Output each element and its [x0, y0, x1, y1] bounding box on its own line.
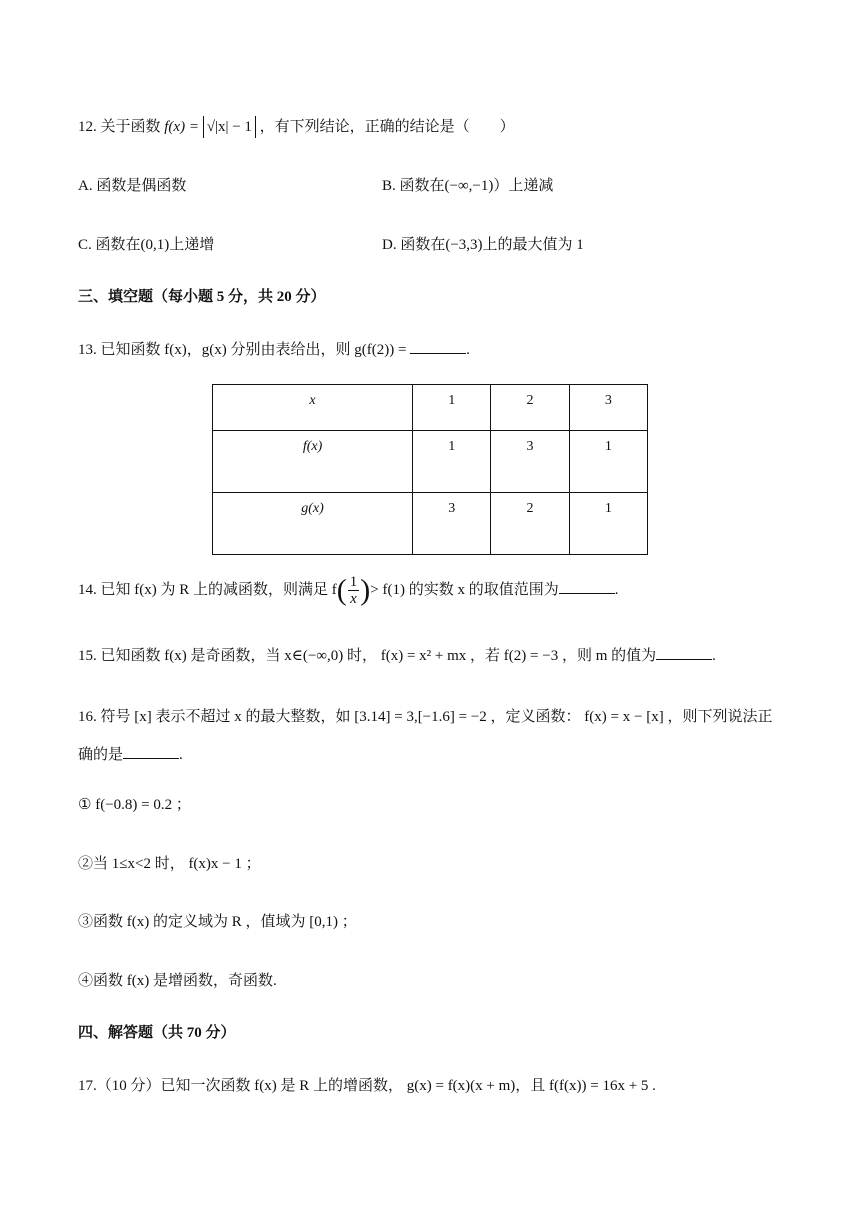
q12-option-b: B. 函数在(−∞,−1)）上递减	[382, 178, 554, 194]
table-row	[213, 493, 648, 555]
table-cell: 3	[569, 385, 647, 431]
table-cell: f(x)	[213, 431, 413, 493]
q15-stem	[78, 645, 716, 667]
q14-post: > f(1) 的实数 x 的取值范围为	[370, 582, 559, 598]
q16-item-4: ④函数 f(x) 是增函数，奇函数.	[78, 973, 277, 989]
q14-answer-blank	[559, 579, 615, 594]
q12-option-a: A. 函数是偶函数	[78, 178, 187, 194]
q13-stem	[78, 339, 470, 361]
q16-item-2: ②当 1≤x<2 时， f(x)x − 1 ；	[78, 856, 261, 872]
q16-stem-line1: 16. 符号 [x] 表示不超过 x 的最大整数，如 [3.14] = 3,[−1.6] = −2 ，定义函数： f(x) = x − [x] ，则下列说法正	[78, 709, 773, 725]
q16-answer-blank	[123, 744, 179, 759]
q13-value-table	[212, 384, 648, 555]
table-cell: 1	[413, 385, 491, 431]
right-paren-glyph: )	[360, 573, 371, 607]
table-cell: 2	[491, 493, 569, 555]
q14-frac-numerator: 1	[349, 574, 358, 591]
q16-item-1: ① f(−0.8) = 0.2 ；	[78, 797, 191, 813]
table-cell: 1	[569, 493, 647, 555]
q12-formula-lhs: f(x) =	[164, 119, 199, 135]
table-cell: 2	[491, 385, 569, 431]
q12-suffix: ，有下列结论，正确的结论是（ ）	[259, 119, 515, 135]
q12-option-d: D. 函数在(−3,3)上的最大值为 1	[382, 237, 584, 253]
q16-line2-text: 确的是	[78, 747, 124, 763]
q15-end: .	[712, 648, 716, 664]
q13-text: 13. 已知函数 f(x)，g(x) 分别由表给出，则 g(f(2)) =	[78, 342, 411, 358]
section-heading-answer: 四、解答题（共 70 分）	[78, 1025, 236, 1041]
q13-answer-blank	[410, 339, 466, 354]
q14-stem	[78, 570, 618, 610]
q12-prefix: 12. 关于函数	[78, 119, 161, 135]
q15-answer-blank	[656, 645, 712, 660]
table-cell: 3	[491, 431, 569, 493]
q14-fraction	[348, 574, 360, 607]
left-paren-glyph: (	[336, 573, 347, 607]
q12-option-c: C. 函数在(0,1)上递增	[78, 237, 215, 253]
q15-text: 15. 已知函数 f(x) 是奇函数，当 x∈(−∞,0) 时， f(x) = x² + mx ，若 f(2) = −3 ，则 m 的值为	[78, 648, 657, 664]
table-cell: 1	[569, 431, 647, 493]
table-row	[213, 431, 648, 493]
q12-stem	[78, 116, 515, 138]
q17-stem: 17.（10 分）已知一次函数 f(x) 是 R 上的增函数， g(x) = f(x)(x + m)，且 f(f(x)) = 16x + 5 .	[78, 1078, 656, 1094]
table-header-row	[213, 385, 648, 431]
table-cell: 1	[413, 431, 491, 493]
q14-frac-denominator: x	[350, 591, 357, 608]
table-cell: x	[213, 385, 413, 431]
q16-stem-line2	[78, 744, 183, 766]
q12-formula-rhs: √|x| − 1	[203, 116, 256, 138]
section-heading-fill-in: 三、填空题（每小题 5 分，共 20 分）	[78, 289, 326, 305]
q14-end: .	[614, 582, 619, 598]
q14-pre: 14. 已知 f(x) 为 R 上的减函数，则满足 f	[78, 582, 337, 598]
q16-line2-end: .	[179, 747, 183, 763]
table-cell: 3	[413, 493, 491, 555]
table-cell: g(x)	[213, 493, 413, 555]
q13-end: .	[466, 342, 470, 358]
q16-item-3: ③函数 f(x) 的定义域为 R ，值域为 [0,1) ；	[78, 914, 357, 930]
